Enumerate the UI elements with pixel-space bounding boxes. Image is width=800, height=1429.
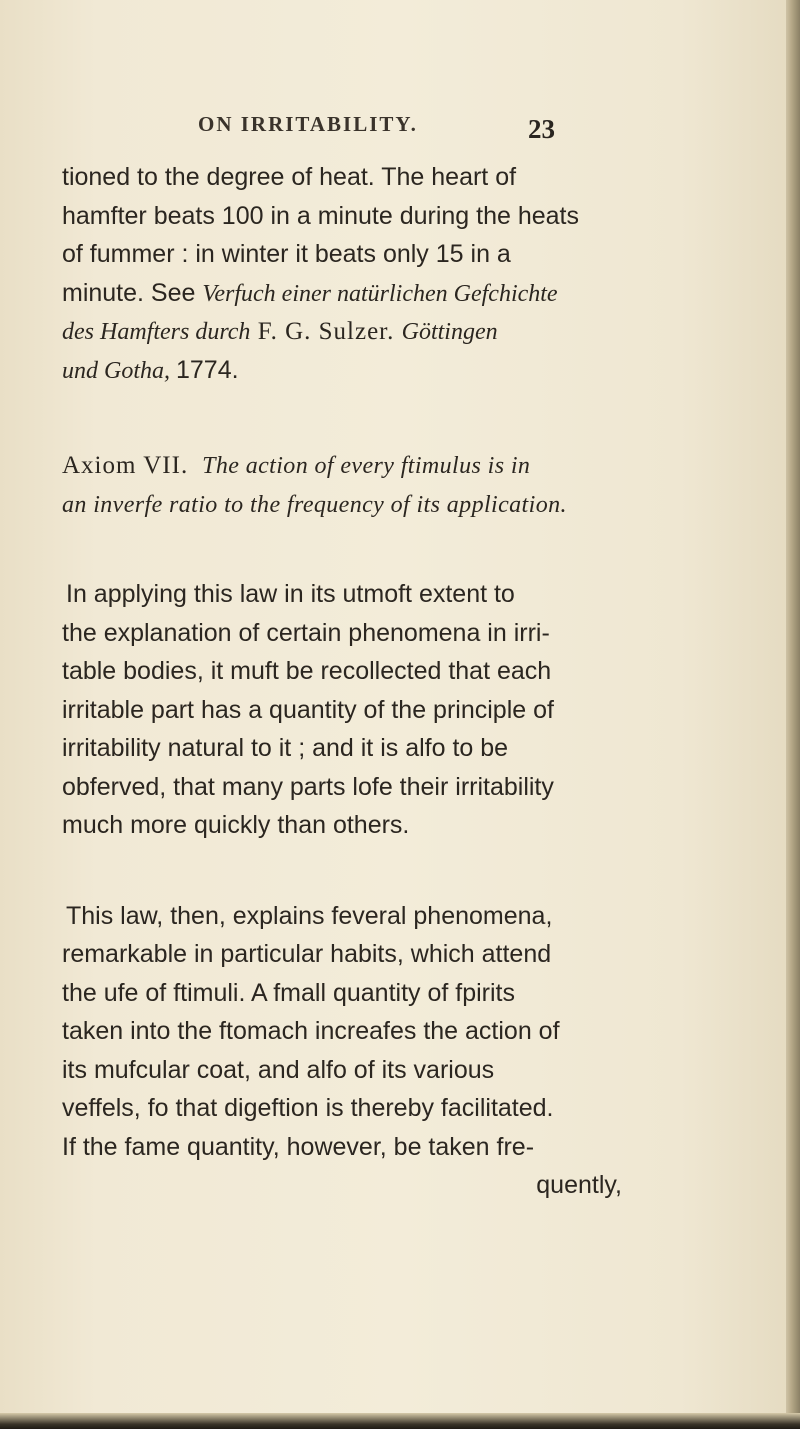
paragraph-gap [62,845,622,897]
text-line [62,274,622,313]
page-edge-right [786,0,800,1429]
axiom-label: Axiom VII. [62,452,189,479]
paragraph-gap [62,389,622,446]
author-name-text: F. G. Sulzer. [250,318,402,345]
text-line: the ufe of ftimuli. A fmall quantity of fpirits [62,978,515,1007]
text-line: remarkable in particular habits, which attend [62,940,552,968]
italic-title: des Hamfters durch [62,319,251,345]
italic-title: Verfuch einer natürlichen Gefchichte [202,280,558,307]
text-line: tioned to the degree of heat. The heart of [62,163,517,191]
axiom-heading [62,446,622,485]
text-line: obferved, that many parts lofe their irritability [62,772,554,801]
text-line [62,351,622,390]
text-line [62,312,622,351]
text-run: minute. See [62,278,203,307]
text-line: table bodies, it muft be recollected that each [62,657,552,685]
text-line: irritability natural to it ; and it is alfo to be [62,734,509,762]
text-line: taken into the ftomach increafes the action of [62,1017,560,1045]
text-line: the explanation of certain phenomena in irri- [62,618,550,647]
author-name [250,317,401,345]
axiom-text: The action of every ftimulus is in [202,453,531,479]
page-number: 23 [528,114,555,144]
text-line: its mufcular coat, and alfo of its various [62,1055,495,1084]
text-line: much more quickly than others. [62,811,410,839]
page-header [0,112,800,152]
body-text [62,158,622,1205]
axiom-text: an inverfe ratio to the frequency of its application. [62,491,567,518]
text-line: In applying this law in its utmoft extent to [66,580,515,608]
text-line: This law, then, explains feveral phenomena, [66,901,553,930]
paragraph-gap [62,523,622,575]
italic-place: und Gotha, [62,357,176,384]
page-edge-bottom [0,1413,800,1429]
italic-place: Göttingen [401,319,498,345]
catchword: quently, [536,1171,622,1199]
text-line: If the fame quantity, however, be taken fre- [62,1132,535,1161]
year: 1774. [176,355,239,384]
running-head: ON IRRITABILITY. [198,112,418,136]
text-line: of fummer : in winter it beats only 15 in a [62,240,511,268]
text-line: veffels, fo that digeftion is thereby facilitated. [62,1094,554,1122]
text-line [62,485,622,524]
text-line: hamfter beats 100 in a minute during the heats [62,201,579,230]
text-line: irritable part has a quantity of the principle of [62,695,554,724]
